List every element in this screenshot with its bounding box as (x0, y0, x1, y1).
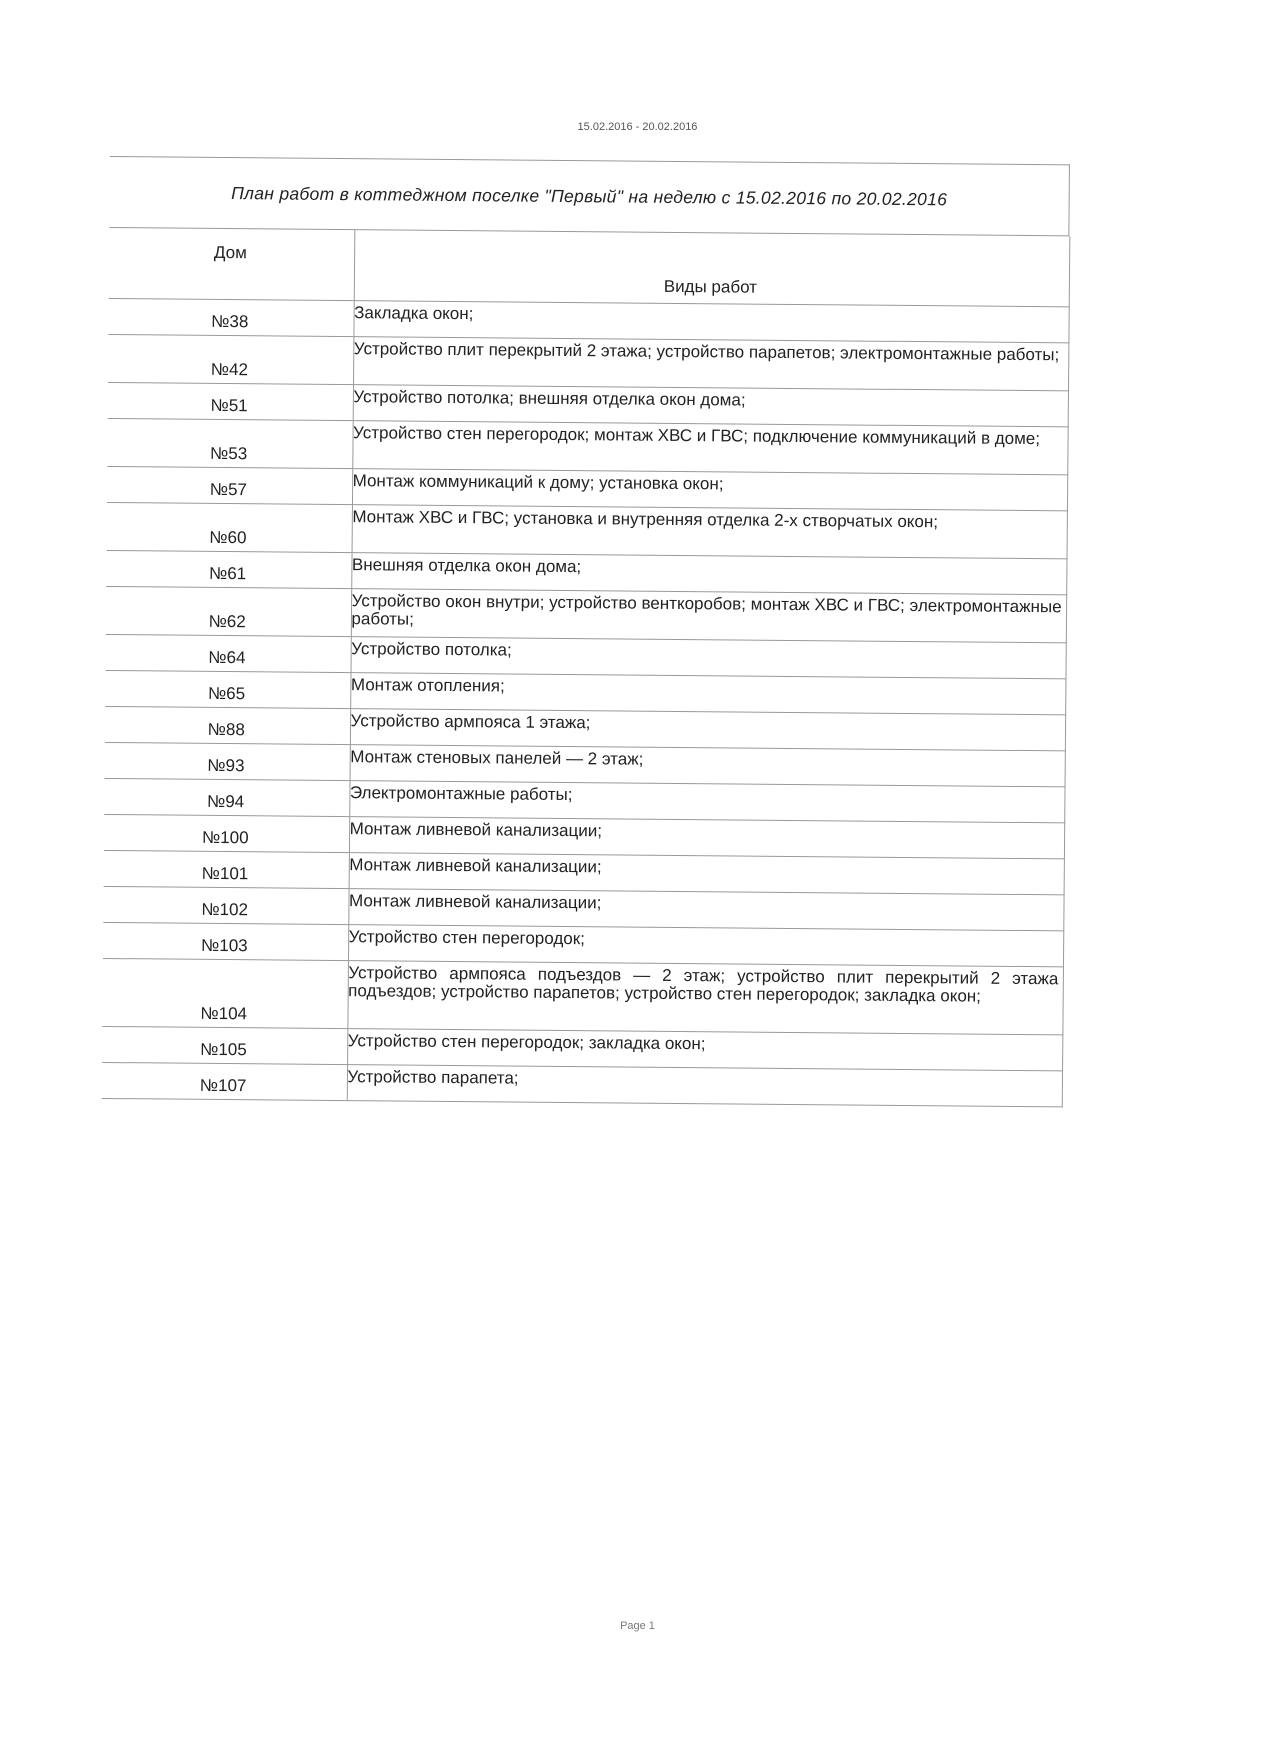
work-description: Устройство плит перекрытий 2 этажа; устройство парапетов; электромонтажные работы; (353, 337, 1068, 391)
work-description: Устройство армпояса подъездов — 2 этаж; устройство плит перекрытий 2 этажа подъездов; устройство парапетов; устройство стен перегородок; закладка окон; (347, 961, 1063, 1035)
work-description: Устройство стен перегородок; закладка окон; (347, 1029, 1062, 1071)
house-number: №107 (102, 1062, 347, 1100)
work-description: Закладка окон; (353, 301, 1068, 343)
house-number: №62 (106, 586, 351, 636)
work-description: Устройство парапета; (347, 1065, 1062, 1107)
work-description: Монтаж коммуникаций к дому; установка окон; (352, 469, 1067, 511)
work-plan-table (102, 228, 1070, 1107)
house-number: №65 (105, 670, 350, 708)
table-row (106, 586, 1066, 642)
house-number: №100 (104, 814, 349, 852)
house-number: №53 (107, 418, 352, 468)
work-description: Устройство окон внутри; устройство венткоробов; монтаж ХВС и ГВС; электромонтажные работы; (351, 589, 1066, 643)
work-description: Монтаж отопления; (350, 673, 1065, 715)
house-number: №60 (107, 502, 352, 552)
header-date-range: 15.02.2016 - 20.02.2016 (577, 121, 698, 133)
work-description: Монтаж стеновых панелей — 2 этаж; (350, 745, 1065, 787)
table-row (102, 1062, 1062, 1106)
work-description: Устройство потолка; (351, 637, 1066, 679)
work-description: Монтаж ливневой канализации; (349, 817, 1064, 859)
work-description: Устройство стен перегородок; монтаж ХВС и ГВС; подключение коммуникаций в доме; (352, 421, 1067, 475)
house-number: №88 (105, 706, 350, 744)
house-number: №104 (102, 958, 348, 1028)
work-plan-sheet (102, 156, 1070, 1107)
house-number: №64 (106, 634, 351, 672)
house-number: №105 (102, 1026, 347, 1064)
work-description: Монтаж ливневой канализации; (349, 853, 1064, 895)
column-header-works: Виды работ (354, 230, 1070, 307)
work-description: Внешняя отделка окон дома; (351, 553, 1066, 595)
house-number: №102 (103, 886, 348, 924)
house-number: №103 (103, 922, 348, 960)
table-row (107, 502, 1067, 558)
house-number: №61 (106, 550, 351, 588)
page-number: Page 1 (620, 1620, 655, 1632)
work-description: Устройство армпояса 1 этажа; (350, 709, 1065, 751)
house-number: №42 (108, 334, 353, 384)
house-number: №93 (105, 742, 350, 780)
table-row (107, 418, 1067, 474)
house-number: №101 (104, 850, 349, 888)
house-number: №57 (107, 466, 352, 504)
table-row (102, 958, 1063, 1034)
house-number: №51 (108, 382, 353, 420)
work-description: Устройство потолка; внешняя отделка окон дома; (353, 385, 1068, 427)
house-number: №94 (104, 778, 349, 816)
work-description: Монтаж ливневой канализации; (348, 889, 1063, 931)
house-number: №38 (108, 298, 353, 336)
table-row (108, 334, 1068, 390)
work-description: Устройство стен перегородок; (348, 925, 1063, 967)
document-title: План работ в коттеджном поселке "Первый" на неделю с 15.02.2016 по 20.02.2016 (109, 156, 1070, 236)
table-header-row (109, 228, 1070, 307)
work-description: Монтаж ХВС и ГВС; установка и внутренняя отделка 2-х створчатых окон; (352, 505, 1067, 559)
work-description: Электромонтажные работы; (349, 781, 1064, 823)
column-header-house: Дом (109, 228, 355, 301)
